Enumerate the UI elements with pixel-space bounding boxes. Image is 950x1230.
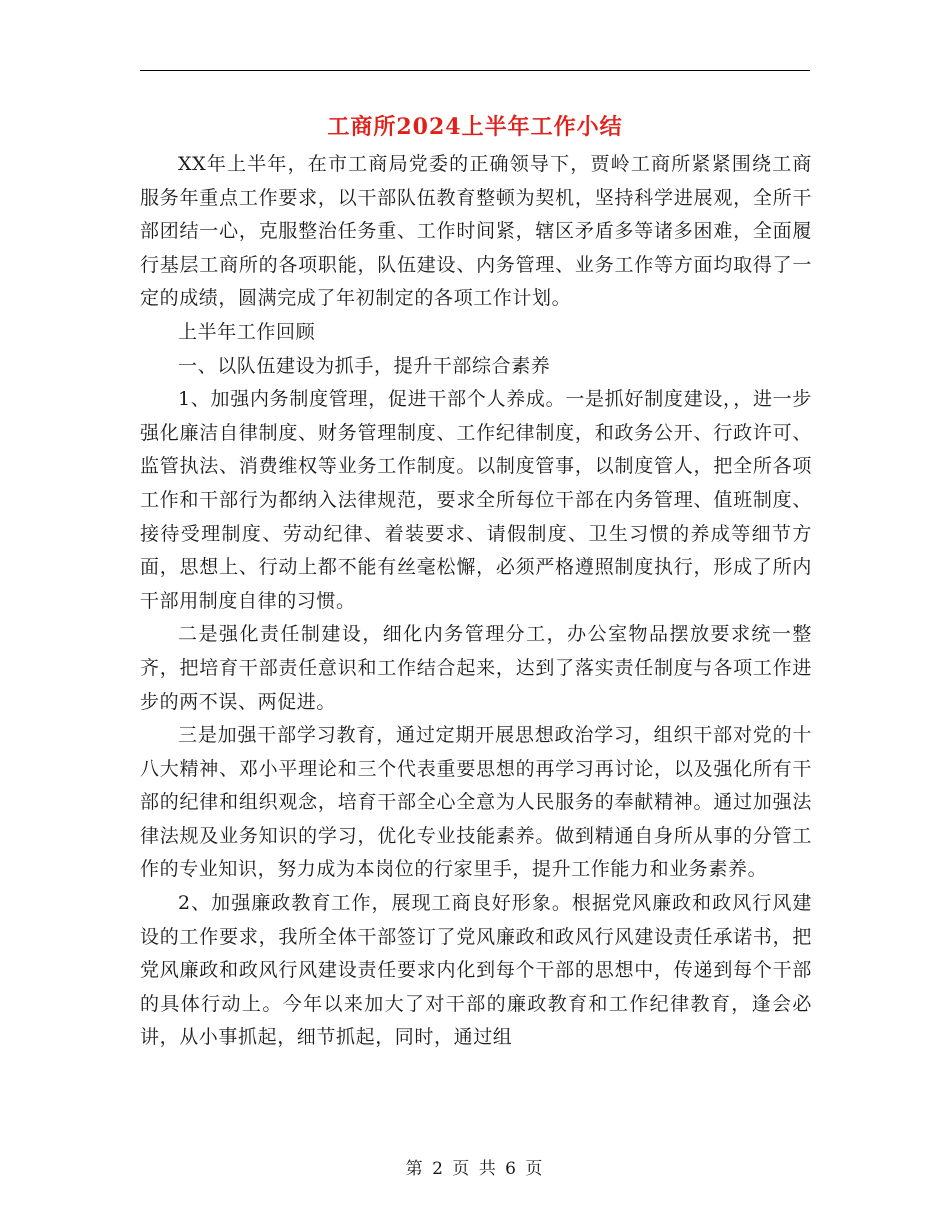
document-body bbox=[140, 148, 812, 1055]
paragraph-item-4: 2、加强廉政教育工作，展现工商良好形象。根据党风廉政和政风行风建设的工作要求，我所全体干部签订了党风廉政和政风行风建设责任承诺书，把党风廉政和政风行风建设责任要求内化到每个干部的思想中，传递到每个干部的具体行动上。今年以来加大了对干部的廉政教育和工作纪律教育，逢会必讲，从小事抓起，细节抓起，同时，通过组 bbox=[140, 892, 812, 1049]
paragraph-item-1: 1、加强内务制度管理，促进干部个人养成。一是抓好制度建设，，进一步强化廉洁自律制度、财务管理制度、工作纪律制度，和政务公开、行政许可、监管执法、消费维权等业务工作制度。以制度管事，以制度管人，把全所各项工作和干部行为都纳入法律规范，要求全所每位干部在内务管理、值班制度、接待受理制度、劳动纪律、着装要求、请假制度、卫生习惯的养成等细节方面，思想上、行动上都不能有丝毫松懈，必须严格遵照制度执行，形成了所内干部用制度自律的习惯。 bbox=[140, 388, 812, 612]
paragraph-review-heading: 上半年工作回顾 bbox=[178, 320, 316, 343]
document-title: 工商所2024上半年工作小结 bbox=[327, 114, 623, 140]
header-rule bbox=[140, 70, 810, 71]
paragraph-item-2: 二是强化责任制建设，细化内务管理分工，办公室物品摆放要求统一整齐，把培育干部责任意识和工作结合起来，达到了落实责任制度与各项工作进步的两不误、两促进。 bbox=[140, 623, 812, 713]
page-number-footer: 第 2 页 共 6 页 bbox=[405, 1159, 545, 1179]
paragraph-item-3: 三是加强干部学习教育，通过定期开展思想政治学习，组织干部对党的十八大精神、邓小平理论和三个代表重要思想的再学习再讨论，以及强化所有干部的纪律和组织观念，培育干部全心全意为人民服务的奉献精神。通过加强法律法规及业务知识的学习，优化专业技能素养。做到精通自身所从事的分管工作的专业知识，努力成为本岗位的行家里手，提升工作能力和业务素养。 bbox=[140, 724, 812, 881]
paragraph-intro: XX年上半年，在市工商局党委的正确领导下，贾岭工商所紧紧围绕工商服务年重点工作要求，以干部队伍教育整顿为契机，坚持科学进展观，全所干部团结一心，克服整治任务重、工作时间紧，辖区矛盾多等诸多困难，全面履行基层工商所的各项职能，队伍建设、内务管理、业务工作等方面均取得了一定的成绩，圆满完成了年初制定的各项工作计划。 bbox=[140, 153, 812, 310]
paragraph-section-heading: 一、以队伍建设为抓手，提升干部综合素养 bbox=[178, 354, 551, 377]
